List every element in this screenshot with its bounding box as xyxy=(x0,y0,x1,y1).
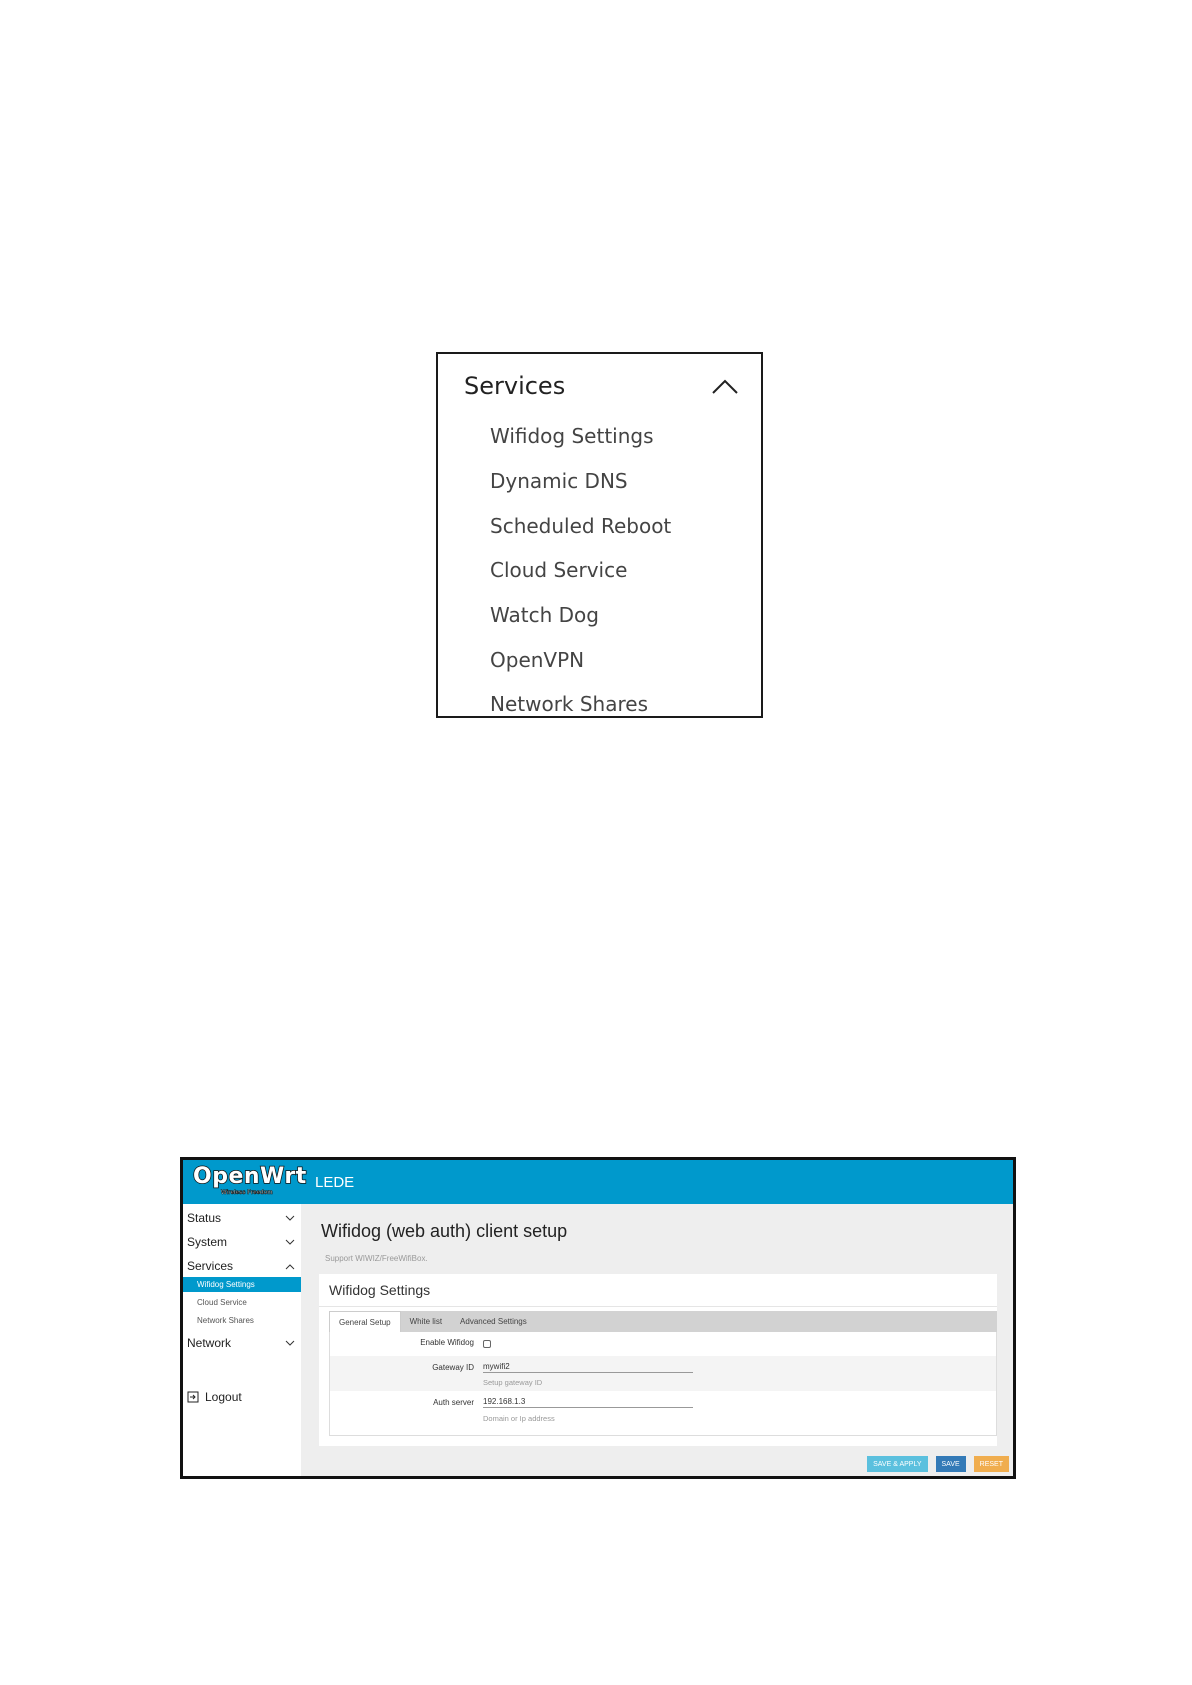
services-menu-figure xyxy=(436,352,763,718)
gateway-id-label: Gateway ID xyxy=(432,1363,474,1372)
logout-label: Logout xyxy=(205,1390,242,1404)
chevron-up-icon xyxy=(285,1263,295,1270)
tab-advanced-settings[interactable]: Advanced Settings xyxy=(460,1317,527,1326)
sidebar-item-label: Network xyxy=(187,1336,232,1350)
openwrt-screenshot-figure xyxy=(180,1157,1016,1479)
services-menu-title: Services xyxy=(464,372,566,400)
services-menu-list xyxy=(490,414,671,727)
menu-item-scheduled-reboot[interactable]: Scheduled Reboot xyxy=(490,513,672,538)
menu-item-openvpn[interactable]: OpenVPN xyxy=(490,647,585,672)
menu-item-wifidog-settings[interactable]: Wifidog Settings xyxy=(490,424,654,449)
tab-white-list[interactable]: White list xyxy=(409,1317,443,1326)
auth-server-input[interactable] xyxy=(483,1396,693,1408)
brand-label[interactable]: LEDE xyxy=(315,1173,355,1191)
save-button[interactable]: SAVE xyxy=(936,1456,966,1472)
sidebar-item-services[interactable] xyxy=(187,1256,295,1276)
form-row-enable xyxy=(330,1332,996,1356)
sidebar-item-label: System xyxy=(187,1235,228,1249)
sidebar-item-network[interactable] xyxy=(187,1333,295,1353)
page-title: Wifidog (web auth) client setup xyxy=(321,1221,568,1241)
gateway-id-help: Setup gateway ID xyxy=(483,1378,543,1387)
sidebar-subitem-network-shares[interactable]: Network Shares xyxy=(197,1316,254,1325)
tab-bar xyxy=(329,1311,997,1332)
chevron-down-icon xyxy=(285,1239,295,1246)
chevron-down-icon xyxy=(285,1340,295,1347)
sidebar-item-system[interactable] xyxy=(187,1232,295,1252)
general-setup-form xyxy=(329,1332,997,1436)
menu-item-cloud-service[interactable]: Cloud Service xyxy=(490,558,628,583)
chevron-down-icon xyxy=(285,1215,295,1222)
main-content xyxy=(301,1204,1013,1476)
page-description: Support WIWIZ/FreeWifiBox. xyxy=(325,1254,428,1263)
enable-wifidog-checkbox[interactable] xyxy=(483,1340,491,1348)
settings-panel xyxy=(319,1274,997,1446)
sidebar-item-status[interactable] xyxy=(187,1208,295,1228)
openwrt-logo[interactable] xyxy=(191,1160,311,1204)
logout-icon xyxy=(187,1391,199,1403)
auth-server-label: Auth server xyxy=(433,1398,474,1407)
top-bar xyxy=(183,1160,1013,1204)
sidebar-item-label: Services xyxy=(187,1259,234,1273)
logout-link[interactable] xyxy=(187,1390,242,1404)
divider xyxy=(319,1306,997,1307)
tab-general-setup[interactable]: General Setup xyxy=(329,1311,401,1332)
menu-item-network-shares[interactable]: Network Shares xyxy=(490,692,648,717)
gateway-id-input[interactable] xyxy=(483,1361,693,1373)
reset-button[interactable]: RESET xyxy=(974,1456,1009,1472)
sidebar xyxy=(183,1204,301,1476)
form-row-gateway xyxy=(330,1356,996,1391)
section-title: Wifidog Settings xyxy=(329,1282,431,1298)
menu-item-dynamic-dns[interactable]: Dynamic DNS xyxy=(490,469,628,494)
form-row-auth-server xyxy=(330,1391,996,1431)
logo-text: OpenWrt xyxy=(193,1164,307,1189)
chevron-up-icon xyxy=(711,377,739,395)
services-menu-header[interactable] xyxy=(464,368,739,404)
logo-tagline: Wireless Freedom xyxy=(221,1190,273,1196)
save-and-apply-button[interactable]: SAVE & APPLY xyxy=(867,1456,927,1472)
sidebar-subitem-wifidog-settings[interactable]: Wifidog Settings xyxy=(183,1277,301,1292)
menu-item-watch-dog[interactable]: Watch Dog xyxy=(490,603,599,628)
enable-wifidog-label: Enable Wifidog xyxy=(420,1338,474,1347)
action-buttons xyxy=(867,1456,1009,1472)
sidebar-item-label: Status xyxy=(187,1211,222,1225)
auth-server-help: Domain or Ip address xyxy=(483,1414,555,1423)
sidebar-subitem-cloud-service[interactable]: Cloud Service xyxy=(197,1298,247,1307)
